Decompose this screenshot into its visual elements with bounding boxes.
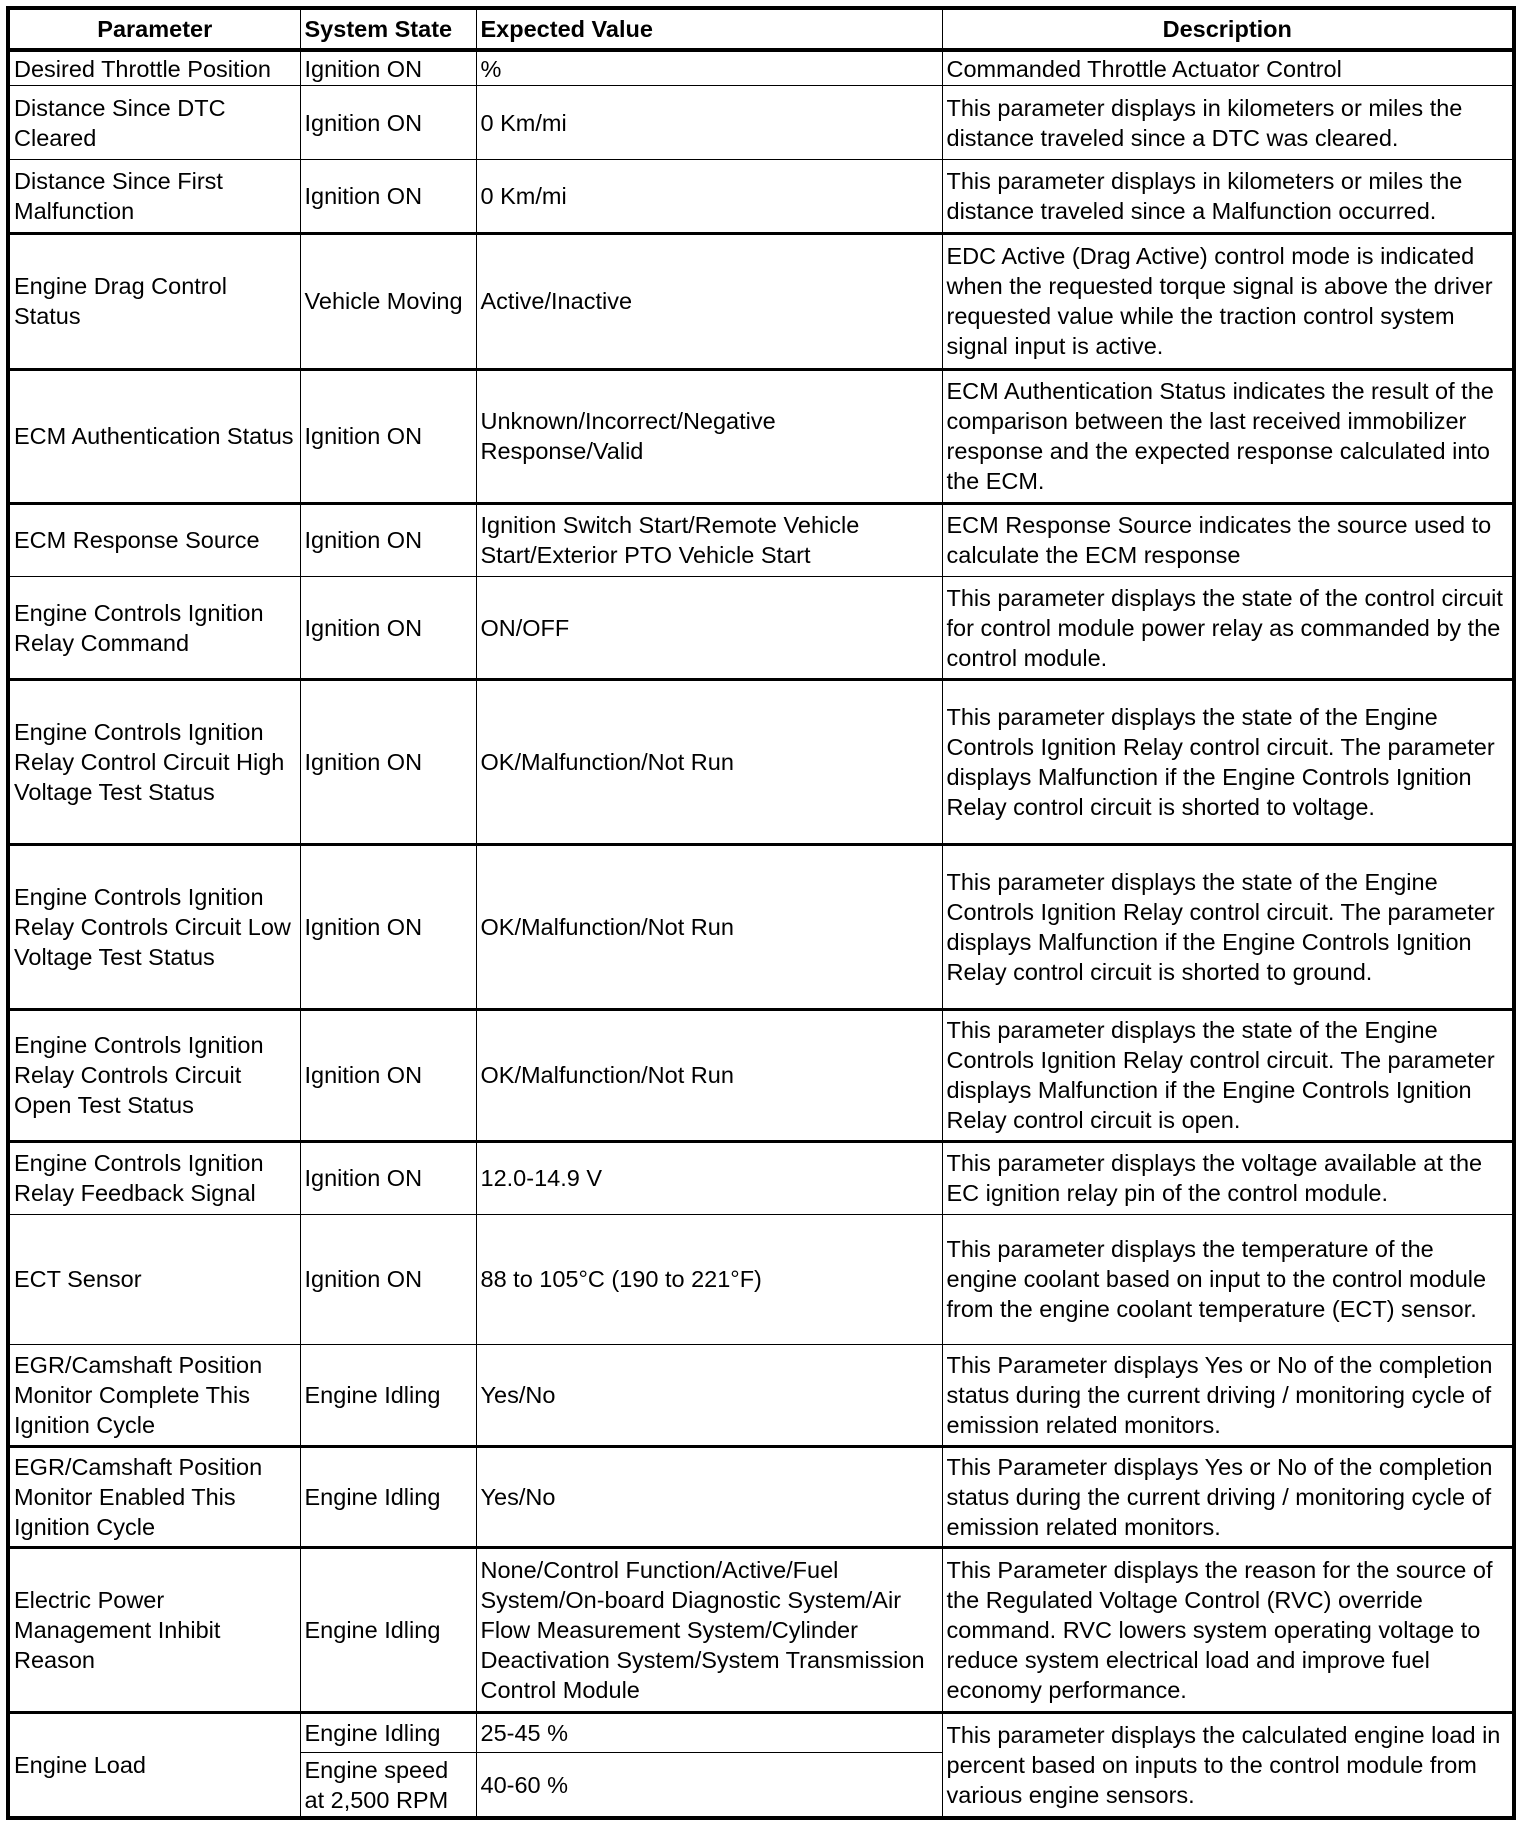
cell-parameter: Engine Drag Control Status <box>8 234 300 369</box>
cell-value: OK/Malfunction/Not Run <box>476 1009 942 1141</box>
table-row <box>8 1446 1514 1548</box>
cell-description: This parameter displays the temperature of the engine coolant based on input to the control module from the engine coolant temperature (ECT) sensor. <box>942 1214 1514 1344</box>
cell-value: 25-45 % <box>476 1712 942 1753</box>
table-row <box>8 845 1514 1010</box>
header-parameter: Parameter <box>8 8 300 50</box>
cell-state: Ignition ON <box>300 50 476 86</box>
table-row <box>8 86 1514 160</box>
cell-parameter: Distance Since First Malfunction <box>8 160 300 234</box>
cell-description: This parameter displays in kilometers or miles the distance traveled since a DTC was cleared. <box>942 86 1514 160</box>
cell-parameter: Engine Load <box>8 1712 300 1818</box>
cell-description: ECM Authentication Status indicates the result of the comparison between the last received immobilizer response and the expected response calculated into the ECM. <box>942 369 1514 503</box>
cell-state: Engine speed at 2,500 RPM <box>300 1753 476 1818</box>
cell-state: Engine Idling <box>300 1548 476 1713</box>
table-row <box>8 1009 1514 1141</box>
cell-value: 0 Km/mi <box>476 160 942 234</box>
cell-state: Ignition ON <box>300 576 476 680</box>
cell-parameter: ECM Authentication Status <box>8 369 300 503</box>
cell-description: This Parameter displays Yes or No of the completion status during the current driving / monitoring cycle of emission related monitors. <box>942 1446 1514 1548</box>
header-expected-value: Expected Value <box>476 8 942 50</box>
cell-state: Engine Idling <box>300 1344 476 1446</box>
cell-state: Ignition ON <box>300 503 476 576</box>
table-row <box>8 1141 1514 1214</box>
cell-value: Unknown/Incorrect/Negative Response/Valid <box>476 369 942 503</box>
table-row <box>8 503 1514 576</box>
cell-state: Ignition ON <box>300 1141 476 1214</box>
cell-description: This parameter displays the state of the Engine Controls Ignition Relay control circuit. The parameter displays Malfunction if the Engine Controls Ignition Relay control circuit is open. <box>942 1009 1514 1141</box>
cell-description: Commanded Throttle Actuator Control <box>942 50 1514 86</box>
cell-description: This Parameter displays the reason for the source of the Regulated Voltage Control (RVC) override command. RVC lowers system operating voltage to reduce system electrical load and improve fuel economy performance. <box>942 1548 1514 1713</box>
cell-value: Yes/No <box>476 1446 942 1548</box>
table-row <box>8 50 1514 86</box>
cell-value: None/Control Function/Active/Fuel System/On-board Diagnostic System/Air Flow Measurement System/Cylinder Deactivation System/System Transmission Control Module <box>476 1548 942 1713</box>
cell-description: This parameter displays the state of the Engine Controls Ignition Relay control circuit. The parameter displays Malfunction if the Engine Controls Ignition Relay control circuit is shorted to voltage. <box>942 680 1514 845</box>
header-row <box>8 8 1514 50</box>
cell-value: Yes/No <box>476 1344 942 1446</box>
table-row <box>8 1344 1514 1446</box>
parameter-table <box>6 6 1516 1820</box>
cell-state: Ignition ON <box>300 1009 476 1141</box>
cell-parameter: EGR/Camshaft Position Monitor Enabled This Ignition Cycle <box>8 1446 300 1548</box>
cell-state: Ignition ON <box>300 86 476 160</box>
cell-parameter: Engine Controls Ignition Relay Controls Circuit Low Voltage Test Status <box>8 845 300 1010</box>
table-row <box>8 576 1514 680</box>
cell-parameter: EGR/Camshaft Position Monitor Complete This Ignition Cycle <box>8 1344 300 1446</box>
table-row <box>8 1214 1514 1344</box>
cell-description: ECM Response Source indicates the source used to calculate the ECM response <box>942 503 1514 576</box>
cell-state: Ignition ON <box>300 845 476 1010</box>
cell-description: This parameter displays the state of the Engine Controls Ignition Relay control circuit. The parameter displays Malfunction if the Engine Controls Ignition Relay control circuit is shorted to ground. <box>942 845 1514 1010</box>
cell-description: EDC Active (Drag Active) control mode is indicated when the requested torque signal is above the driver requested value while the traction control system signal input is active. <box>942 234 1514 369</box>
cell-state: Ignition ON <box>300 680 476 845</box>
cell-value: 88 to 105°C (190 to 221°F) <box>476 1214 942 1344</box>
cell-parameter: Engine Controls Ignition Relay Feedback Signal <box>8 1141 300 1214</box>
table-row <box>8 234 1514 369</box>
cell-state: Vehicle Moving <box>300 234 476 369</box>
cell-value: OK/Malfunction/Not Run <box>476 680 942 845</box>
cell-state: Ignition ON <box>300 160 476 234</box>
table-row-engine-load <box>8 1712 1514 1753</box>
cell-parameter: ECM Response Source <box>8 503 300 576</box>
cell-value: OK/Malfunction/Not Run <box>476 845 942 1010</box>
cell-value: ON/OFF <box>476 576 942 680</box>
cell-parameter: Engine Controls Ignition Relay Controls Circuit Open Test Status <box>8 1009 300 1141</box>
table-row <box>8 369 1514 503</box>
cell-value: 12.0-14.9 V <box>476 1141 942 1214</box>
cell-description: This parameter displays the state of the control circuit for control module power relay as commanded by the control module. <box>942 576 1514 680</box>
cell-parameter: Electric Power Management Inhibit Reason <box>8 1548 300 1713</box>
cell-state: Ignition ON <box>300 369 476 503</box>
header-description: Description <box>942 8 1514 50</box>
cell-parameter: Engine Controls Ignition Relay Control Circuit High Voltage Test Status <box>8 680 300 845</box>
cell-parameter: Distance Since DTC Cleared <box>8 86 300 160</box>
cell-description: This parameter displays the voltage available at the EC ignition relay pin of the control module. <box>942 1141 1514 1214</box>
cell-description: This parameter displays in kilometers or miles the distance traveled since a Malfunction occurred. <box>942 160 1514 234</box>
cell-value: 0 Km/mi <box>476 86 942 160</box>
cell-parameter: Desired Throttle Position <box>8 50 300 86</box>
cell-state: Ignition ON <box>300 1214 476 1344</box>
cell-value: Active/Inactive <box>476 234 942 369</box>
cell-state: Engine Idling <box>300 1446 476 1548</box>
cell-parameter: ECT Sensor <box>8 1214 300 1344</box>
cell-description: This Parameter displays Yes or No of the completion status during the current driving / monitoring cycle of emission related monitors. <box>942 1344 1514 1446</box>
table-row <box>8 680 1514 845</box>
cell-state: Engine Idling <box>300 1712 476 1753</box>
cell-value: 40-60 % <box>476 1753 942 1818</box>
cell-value: Ignition Switch Start/Remote Vehicle Start/Exterior PTO Vehicle Start <box>476 503 942 576</box>
table-row <box>8 160 1514 234</box>
cell-description: This parameter displays the calculated engine load in percent based on inputs to the control module from various engine sensors. <box>942 1712 1514 1818</box>
header-system-state: System State <box>300 8 476 50</box>
table-row <box>8 1548 1514 1713</box>
cell-value: % <box>476 50 942 86</box>
cell-parameter: Engine Controls Ignition Relay Command <box>8 576 300 680</box>
